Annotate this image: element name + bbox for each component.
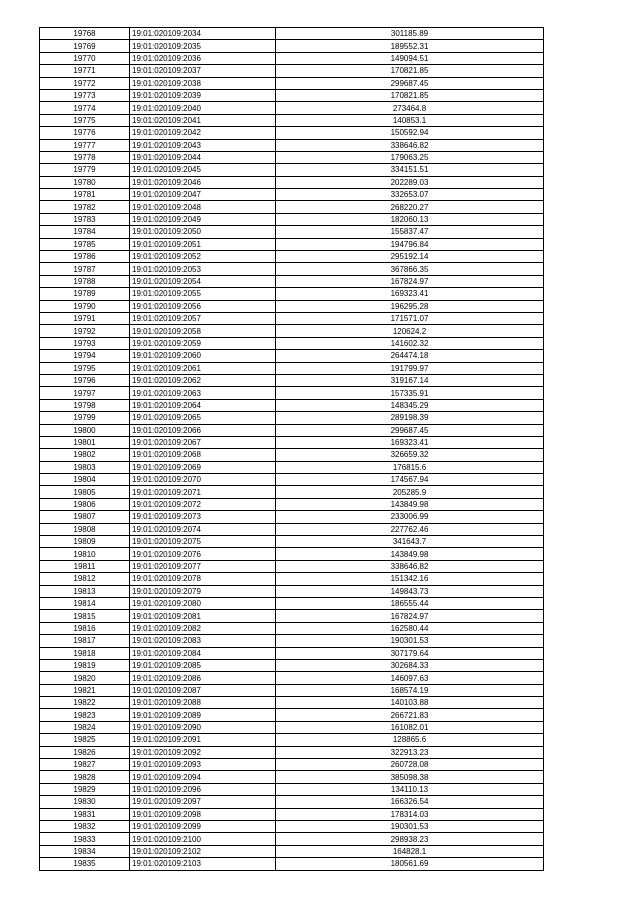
cadastral-id-cell: 19:01:020109:2067 (130, 436, 276, 448)
table-row (40, 164, 544, 176)
table-row (40, 263, 544, 275)
cadastral-id-cell: 19:01:020109:2074 (130, 523, 276, 535)
table-row (40, 821, 544, 833)
value-cell: 150592.94 (276, 127, 544, 139)
value-cell: 146097.63 (276, 672, 544, 684)
table-row (40, 127, 544, 139)
value-cell: 196295.28 (276, 300, 544, 312)
table-row (40, 387, 544, 399)
table-row (40, 647, 544, 659)
row-number-cell: 19775 (40, 114, 130, 126)
value-cell: 191799.97 (276, 362, 544, 374)
row-number-cell: 19820 (40, 672, 130, 684)
table-row (40, 709, 544, 721)
cadastral-id-cell: 19:01:020109:2103 (130, 858, 276, 870)
cadastral-id-cell: 19:01:020109:2099 (130, 821, 276, 833)
table-row (40, 560, 544, 572)
table-row (40, 288, 544, 300)
row-number-cell: 19792 (40, 325, 130, 337)
table-row (40, 399, 544, 411)
row-number-cell: 19807 (40, 511, 130, 523)
cadastral-id-cell: 19:01:020109:2039 (130, 89, 276, 101)
row-number-cell: 19786 (40, 251, 130, 263)
row-number-cell: 19803 (40, 461, 130, 473)
table-body (40, 28, 544, 871)
cadastral-id-cell: 19:01:020109:2068 (130, 449, 276, 461)
row-number-cell: 19801 (40, 436, 130, 448)
value-cell: 295192.14 (276, 251, 544, 263)
value-cell: 299687.45 (276, 424, 544, 436)
cadastral-id-cell: 19:01:020109:2084 (130, 647, 276, 659)
value-cell: 367866.35 (276, 263, 544, 275)
row-number-cell: 19777 (40, 139, 130, 151)
table-row (40, 213, 544, 225)
row-number-cell: 19825 (40, 734, 130, 746)
table-row (40, 275, 544, 287)
cadastral-id-cell: 19:01:020109:2036 (130, 52, 276, 64)
cadastral-id-cell: 19:01:020109:2093 (130, 759, 276, 771)
table-row (40, 771, 544, 783)
value-cell: 260728.08 (276, 759, 544, 771)
value-cell: 326659.32 (276, 449, 544, 461)
value-cell: 176815.6 (276, 461, 544, 473)
table-row (40, 312, 544, 324)
value-cell: 189552.31 (276, 40, 544, 52)
cadastral-id-cell: 19:01:020109:2080 (130, 597, 276, 609)
value-cell: 149094.51 (276, 52, 544, 64)
table-row (40, 511, 544, 523)
value-cell: 307179.64 (276, 647, 544, 659)
cadastral-id-cell: 19:01:020109:2049 (130, 213, 276, 225)
row-number-cell: 19789 (40, 288, 130, 300)
row-number-cell: 19811 (40, 560, 130, 572)
value-cell: 128865.6 (276, 734, 544, 746)
cadastral-id-cell: 19:01:020109:2098 (130, 808, 276, 820)
row-number-cell: 19783 (40, 213, 130, 225)
row-number-cell: 19821 (40, 684, 130, 696)
value-cell: 143849.98 (276, 498, 544, 510)
cadastral-id-cell: 19:01:020109:2056 (130, 300, 276, 312)
row-number-cell: 19827 (40, 759, 130, 771)
cadastral-id-cell: 19:01:020109:2062 (130, 374, 276, 386)
table-row (40, 151, 544, 163)
cadastral-id-cell: 19:01:020109:2046 (130, 176, 276, 188)
table-row (40, 251, 544, 263)
table-row (40, 833, 544, 845)
row-number-cell: 19806 (40, 498, 130, 510)
value-cell: 140103.88 (276, 697, 544, 709)
table-row (40, 424, 544, 436)
table-row (40, 845, 544, 857)
table-row (40, 858, 544, 870)
cadastral-id-cell: 19:01:020109:2089 (130, 709, 276, 721)
table-row (40, 89, 544, 101)
cadastral-id-cell: 19:01:020109:2058 (130, 325, 276, 337)
cadastral-id-cell: 19:01:020109:2037 (130, 65, 276, 77)
cadastral-id-cell: 19:01:020109:2038 (130, 77, 276, 89)
table-row (40, 474, 544, 486)
cadastral-id-cell: 19:01:020109:2051 (130, 238, 276, 250)
table-row (40, 536, 544, 548)
row-number-cell: 19835 (40, 858, 130, 870)
value-cell: 168574.19 (276, 684, 544, 696)
cadastral-id-cell: 19:01:020109:2071 (130, 486, 276, 498)
row-number-cell: 19813 (40, 585, 130, 597)
cadastral-id-cell: 19:01:020109:2075 (130, 536, 276, 548)
cadastral-id-cell: 19:01:020109:2076 (130, 548, 276, 560)
cadastral-id-cell: 19:01:020109:2040 (130, 102, 276, 114)
table-row (40, 684, 544, 696)
table-row (40, 436, 544, 448)
value-cell: 338646.82 (276, 139, 544, 151)
data-table (39, 27, 544, 871)
cadastral-id-cell: 19:01:020109:2065 (130, 412, 276, 424)
cadastral-id-cell: 19:01:020109:2079 (130, 585, 276, 597)
table-row (40, 337, 544, 349)
row-number-cell: 19796 (40, 374, 130, 386)
cadastral-id-cell: 19:01:020109:2034 (130, 28, 276, 40)
value-cell: 164828.1 (276, 845, 544, 857)
value-cell: 167824.97 (276, 275, 544, 287)
cadastral-id-cell: 19:01:020109:2048 (130, 201, 276, 213)
table-row (40, 486, 544, 498)
table-row (40, 350, 544, 362)
row-number-cell: 19817 (40, 635, 130, 647)
cadastral-id-cell: 19:01:020109:2050 (130, 226, 276, 238)
row-number-cell: 19805 (40, 486, 130, 498)
table-row (40, 139, 544, 151)
value-cell: 202289.03 (276, 176, 544, 188)
value-cell: 161082.01 (276, 721, 544, 733)
row-number-cell: 19790 (40, 300, 130, 312)
value-cell: 341643.7 (276, 536, 544, 548)
table-row (40, 102, 544, 114)
value-cell: 148345.29 (276, 399, 544, 411)
row-number-cell: 19804 (40, 474, 130, 486)
value-cell: 264474.18 (276, 350, 544, 362)
value-cell: 179063.25 (276, 151, 544, 163)
row-number-cell: 19834 (40, 845, 130, 857)
value-cell: 332653.07 (276, 189, 544, 201)
table-row (40, 65, 544, 77)
row-number-cell: 19823 (40, 709, 130, 721)
value-cell: 186555.44 (276, 597, 544, 609)
row-number-cell: 19769 (40, 40, 130, 52)
cadastral-id-cell: 19:01:020109:2070 (130, 474, 276, 486)
cadastral-id-cell: 19:01:020109:2055 (130, 288, 276, 300)
cadastral-id-cell: 19:01:020109:2087 (130, 684, 276, 696)
cadastral-id-cell: 19:01:020109:2069 (130, 461, 276, 473)
row-number-cell: 19781 (40, 189, 130, 201)
table-row (40, 28, 544, 40)
cadastral-id-cell: 19:01:020109:2061 (130, 362, 276, 374)
table-row (40, 77, 544, 89)
cadastral-id-cell: 19:01:020109:2044 (130, 151, 276, 163)
table-row (40, 622, 544, 634)
row-number-cell: 19774 (40, 102, 130, 114)
table-row (40, 610, 544, 622)
row-number-cell: 19791 (40, 312, 130, 324)
table-row (40, 114, 544, 126)
value-cell: 301185.89 (276, 28, 544, 40)
table-row (40, 176, 544, 188)
row-number-cell: 19833 (40, 833, 130, 845)
cadastral-id-cell: 19:01:020109:2042 (130, 127, 276, 139)
table-row (40, 374, 544, 386)
row-number-cell: 19797 (40, 387, 130, 399)
row-number-cell: 19812 (40, 573, 130, 585)
row-number-cell: 19816 (40, 622, 130, 634)
cadastral-id-cell: 19:01:020109:2047 (130, 189, 276, 201)
row-number-cell: 19822 (40, 697, 130, 709)
row-number-cell: 19787 (40, 263, 130, 275)
row-number-cell: 19768 (40, 28, 130, 40)
value-cell: 190301.53 (276, 635, 544, 647)
row-number-cell: 19824 (40, 721, 130, 733)
cadastral-id-cell: 19:01:020109:2060 (130, 350, 276, 362)
value-cell: 319167.14 (276, 374, 544, 386)
row-number-cell: 19794 (40, 350, 130, 362)
cadastral-id-cell: 19:01:020109:2057 (130, 312, 276, 324)
value-cell: 289198.39 (276, 412, 544, 424)
value-cell: 155837.47 (276, 226, 544, 238)
row-number-cell: 19828 (40, 771, 130, 783)
row-number-cell: 19778 (40, 151, 130, 163)
row-number-cell: 19770 (40, 52, 130, 64)
table-row (40, 449, 544, 461)
value-cell: 322913.23 (276, 746, 544, 758)
cadastral-id-cell: 19:01:020109:2059 (130, 337, 276, 349)
table-row (40, 573, 544, 585)
cadastral-id-cell: 19:01:020109:2052 (130, 251, 276, 263)
cadastral-id-cell: 19:01:020109:2097 (130, 796, 276, 808)
value-cell: 268220.27 (276, 201, 544, 213)
value-cell: 167824.97 (276, 610, 544, 622)
value-cell: 334151.51 (276, 164, 544, 176)
cadastral-id-cell: 19:01:020109:2045 (130, 164, 276, 176)
value-cell: 143849.98 (276, 548, 544, 560)
cadastral-id-cell: 19:01:020109:2091 (130, 734, 276, 746)
row-number-cell: 19815 (40, 610, 130, 622)
value-cell: 169323.41 (276, 436, 544, 448)
row-number-cell: 19784 (40, 226, 130, 238)
table-row (40, 597, 544, 609)
cadastral-id-cell: 19:01:020109:2082 (130, 622, 276, 634)
cadastral-id-cell: 19:01:020109:2054 (130, 275, 276, 287)
cadastral-id-cell: 19:01:020109:2063 (130, 387, 276, 399)
table-row (40, 796, 544, 808)
cadastral-id-cell: 19:01:020109:2086 (130, 672, 276, 684)
table-row (40, 548, 544, 560)
row-number-cell: 19832 (40, 821, 130, 833)
value-cell: 162580.44 (276, 622, 544, 634)
value-cell: 120624.2 (276, 325, 544, 337)
value-cell: 170821.85 (276, 65, 544, 77)
row-number-cell: 19829 (40, 783, 130, 795)
value-cell: 299687.45 (276, 77, 544, 89)
cadastral-id-cell: 19:01:020109:2066 (130, 424, 276, 436)
table-row (40, 721, 544, 733)
row-number-cell: 19798 (40, 399, 130, 411)
table-row (40, 201, 544, 213)
table-row (40, 697, 544, 709)
value-cell: 169323.41 (276, 288, 544, 300)
cadastral-id-cell: 19:01:020109:2085 (130, 659, 276, 671)
row-number-cell: 19831 (40, 808, 130, 820)
table-row (40, 40, 544, 52)
table-row (40, 734, 544, 746)
value-cell: 157335.91 (276, 387, 544, 399)
table-row (40, 585, 544, 597)
value-cell: 205285.9 (276, 486, 544, 498)
cadastral-id-cell: 19:01:020109:2078 (130, 573, 276, 585)
row-number-cell: 19785 (40, 238, 130, 250)
row-number-cell: 19776 (40, 127, 130, 139)
value-cell: 171571.07 (276, 312, 544, 324)
cadastral-id-cell: 19:01:020109:2094 (130, 771, 276, 783)
value-cell: 338646.82 (276, 560, 544, 572)
value-cell: 302684.33 (276, 659, 544, 671)
row-number-cell: 19795 (40, 362, 130, 374)
table-row (40, 412, 544, 424)
value-cell: 151342.16 (276, 573, 544, 585)
value-cell: 182060.13 (276, 213, 544, 225)
table-row (40, 362, 544, 374)
table-row (40, 672, 544, 684)
cadastral-id-cell: 19:01:020109:2041 (130, 114, 276, 126)
table-row (40, 635, 544, 647)
cadastral-id-cell: 19:01:020109:2100 (130, 833, 276, 845)
row-number-cell: 19808 (40, 523, 130, 535)
table-row (40, 52, 544, 64)
table-row (40, 238, 544, 250)
value-cell: 190301.53 (276, 821, 544, 833)
table-row (40, 746, 544, 758)
table-row (40, 659, 544, 671)
value-cell: 134110.13 (276, 783, 544, 795)
table-row (40, 523, 544, 535)
row-number-cell: 19771 (40, 65, 130, 77)
row-number-cell: 19772 (40, 77, 130, 89)
value-cell: 166326.54 (276, 796, 544, 808)
row-number-cell: 19800 (40, 424, 130, 436)
cadastral-id-cell: 19:01:020109:2043 (130, 139, 276, 151)
value-cell: 178314.03 (276, 808, 544, 820)
value-cell: 149843.73 (276, 585, 544, 597)
row-number-cell: 19779 (40, 164, 130, 176)
table-row (40, 325, 544, 337)
row-number-cell: 19802 (40, 449, 130, 461)
value-cell: 170821.85 (276, 89, 544, 101)
cadastral-id-cell: 19:01:020109:2073 (130, 511, 276, 523)
row-number-cell: 19819 (40, 659, 130, 671)
row-number-cell: 19782 (40, 201, 130, 213)
cadastral-id-cell: 19:01:020109:2064 (130, 399, 276, 411)
cadastral-id-cell: 19:01:020109:2035 (130, 40, 276, 52)
cadastral-id-cell: 19:01:020109:2072 (130, 498, 276, 510)
row-number-cell: 19793 (40, 337, 130, 349)
cadastral-id-cell: 19:01:020109:2102 (130, 845, 276, 857)
row-number-cell: 19780 (40, 176, 130, 188)
cadastral-id-cell: 19:01:020109:2090 (130, 721, 276, 733)
cadastral-id-cell: 19:01:020109:2081 (130, 610, 276, 622)
value-cell: 174567.94 (276, 474, 544, 486)
row-number-cell: 19826 (40, 746, 130, 758)
cadastral-id-cell: 19:01:020109:2083 (130, 635, 276, 647)
row-number-cell: 19809 (40, 536, 130, 548)
row-number-cell: 19788 (40, 275, 130, 287)
table-row (40, 498, 544, 510)
value-cell: 298938.23 (276, 833, 544, 845)
value-cell: 180561.69 (276, 858, 544, 870)
row-number-cell: 19830 (40, 796, 130, 808)
cadastral-id-cell: 19:01:020109:2053 (130, 263, 276, 275)
table-row (40, 759, 544, 771)
cadastral-id-cell: 19:01:020109:2096 (130, 783, 276, 795)
table-row (40, 461, 544, 473)
table-row (40, 226, 544, 238)
row-number-cell: 19814 (40, 597, 130, 609)
row-number-cell: 19810 (40, 548, 130, 560)
table-row (40, 808, 544, 820)
value-cell: 273464.8 (276, 102, 544, 114)
cadastral-id-cell: 19:01:020109:2092 (130, 746, 276, 758)
cadastral-id-cell: 19:01:020109:2088 (130, 697, 276, 709)
value-cell: 227762.46 (276, 523, 544, 535)
value-cell: 385098.38 (276, 771, 544, 783)
value-cell: 194796.84 (276, 238, 544, 250)
cadastral-id-cell: 19:01:020109:2077 (130, 560, 276, 572)
row-number-cell: 19799 (40, 412, 130, 424)
value-cell: 233006.99 (276, 511, 544, 523)
row-number-cell: 19773 (40, 89, 130, 101)
table-row (40, 300, 544, 312)
row-number-cell: 19818 (40, 647, 130, 659)
value-cell: 141602.32 (276, 337, 544, 349)
value-cell: 140853.1 (276, 114, 544, 126)
table-row (40, 189, 544, 201)
value-cell: 266721.83 (276, 709, 544, 721)
table-row (40, 783, 544, 795)
